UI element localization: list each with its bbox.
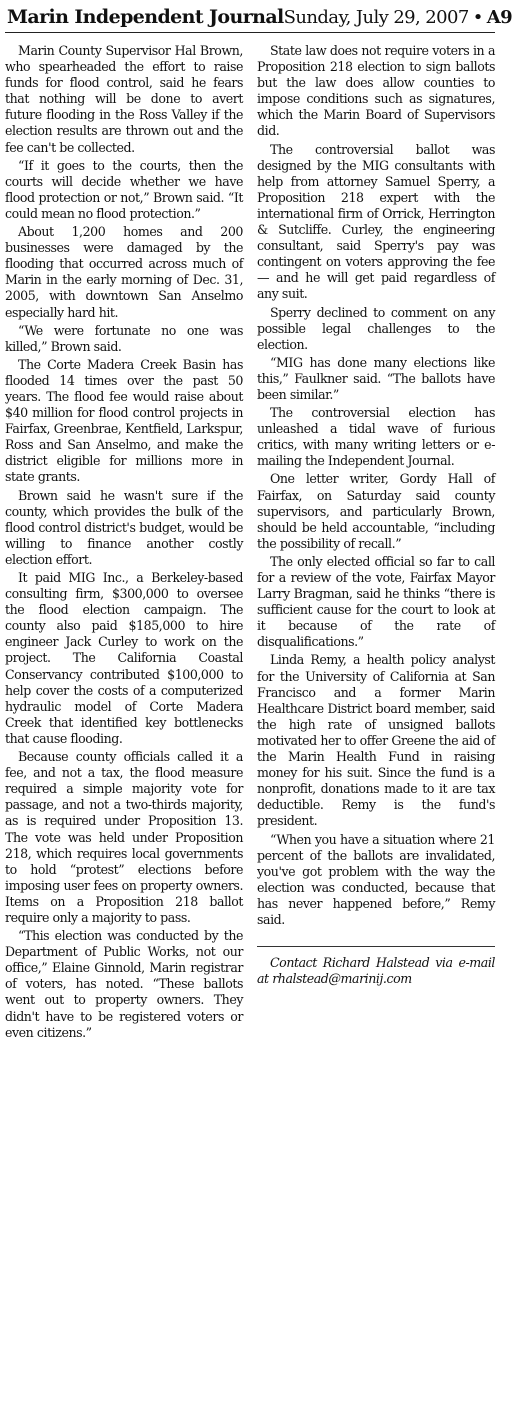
article-paragraph: “We were fortunate no one was killed,” Brown said.: [5, 322, 243, 354]
credit-divider: [257, 946, 495, 947]
author-contact-credit: Contact Richard Halstead via e-mail at rhalstead@marinij.com: [257, 955, 495, 987]
article-paragraph: It paid MIG Inc., a Berkeley-based consulting firm, $300,000 to oversee the flood election campaign. The county also paid $185,000 to hire engineer Jack Curley to work on the project. The California Coastal Conservancy contributed $100,000 to help cover the costs of a computerized hydraulic model of Corte Madera Creek that identified key bottlenecks that cause flooding.: [5, 570, 243, 746]
article-paragraph: The controversial ballot was designed by the MIG consultants with help from attorney Samuel Sperry, a Proposition 218 expert with the international firm of Orrick, Herrington & Sutcliffe. Curley, the engineering consultant, said Sperry's pay was contingent on voters approving the fee — and he will get paid regardless of any suit.: [257, 141, 495, 302]
article-paragraph: About 1,200 homes and 200 businesses were damaged by the flooding that occurred across much of Marin in the early morning of Dec. 31, 2005, with downtown San Anselmo especially hard hit.: [5, 224, 243, 320]
article-paragraph: Linda Remy, a health policy analyst for the University of California at San Francisco and a former Marin Healthcare District board member, said the high rate of unsigned ballots motivated her to offer Greene the aid of the Marin Health Fund in raising money for his suit. Since the fund is a nonprofit, donations made to it are tax deductible. Remy is the fund's president.: [257, 652, 495, 829]
article-paragraph: The only elected official so far to call for a review of the vote, Fairfax Mayor Larry Bragman, said he thinks “there is sufficient cause for the court to look at it because of the rate of disqualifications.”: [257, 553, 495, 650]
page-header: [5, 6, 512, 33]
article-paragraph: The controversial election has unleashed a tidal wave of furious critics, with many writing letters or e-mailing the Independent Journal.: [257, 405, 495, 469]
dateline: [284, 7, 512, 28]
article-paragraph: Because county officials called it a fee, and not a tax, the flood measure required a simple majority vote for passage, and not a two-thirds majority, as is required under Proposition 13. The vote was held under Proposition 218, which requires local governments to hold “protest” elections before imposing user fees on property owners. Items on a Proposition 218 ballot require only a majority to pass.: [5, 749, 243, 925]
publication-name: Marin Independent Journal: [7, 6, 284, 28]
dateline-separator: •: [472, 7, 483, 28]
article-paragraph: “When you have a situation where 21 percent of the ballots are invalidated, you've got problem with the way the election was conducted, because that has never happened before,” Remy said.: [257, 831, 495, 927]
article-column-left: [5, 43, 243, 1043]
article-paragraph: State law does not require voters in a Proposition 218 election to sign ballots but the law does allow counties to impose conditions such as signatures, which the Marin Board of Supervisors did.: [257, 43, 495, 139]
article-paragraph: One letter writer, Gordy Hall of Fairfax, on Saturday said county supervisors, and particularly Brown, should be held accountable, “including the possibility of recall.”: [257, 471, 495, 551]
article-paragraph: “MIG has done many elections like this,” Faulkner said. “The ballots have been similar.”: [257, 354, 495, 402]
article-paragraph: “This election was conducted by the Department of Public Works, not our office,” Elaine Ginnold, Marin registrar of voters, has noted. “These ballots went out to property owners. They didn't have to be registered voters or even citizens.”: [5, 928, 243, 1040]
issue-date: Sunday, July 29, 2007: [283, 7, 469, 28]
article-paragraph: Sperry declined to comment on any possible legal challenges to the election.: [257, 304, 495, 352]
article-paragraph: “If it goes to the courts, then the courts will decide whether we have flood protection or not,” Brown said. “It could mean no flood protection.”: [5, 157, 243, 221]
page-number: A9: [486, 7, 512, 28]
article-paragraph: Marin County Supervisor Hal Brown, who spearheaded the effort to raise funds for flood control, said he fears that nothing will be done to avert future flooding in the Ross Valley if the election results are thrown out and the fee can't be collected.: [5, 43, 243, 155]
article-paragraph: Brown said he wasn't sure if the county, which provides the bulk of the flood control district's budget, would be willing to finance another costly election effort.: [5, 487, 243, 567]
article-column-right: [257, 43, 495, 1043]
article-body: [5, 43, 495, 1043]
article-paragraph: The Corte Madera Creek Basin has flooded 14 times over the past 50 years. The flood fee would raise about $40 million for flood control projects in Fairfax, Greenbrae, Kentfield, Larkspur, Ross and San Anselmo, and make the district eligible for millions more in state grants.: [5, 356, 243, 485]
